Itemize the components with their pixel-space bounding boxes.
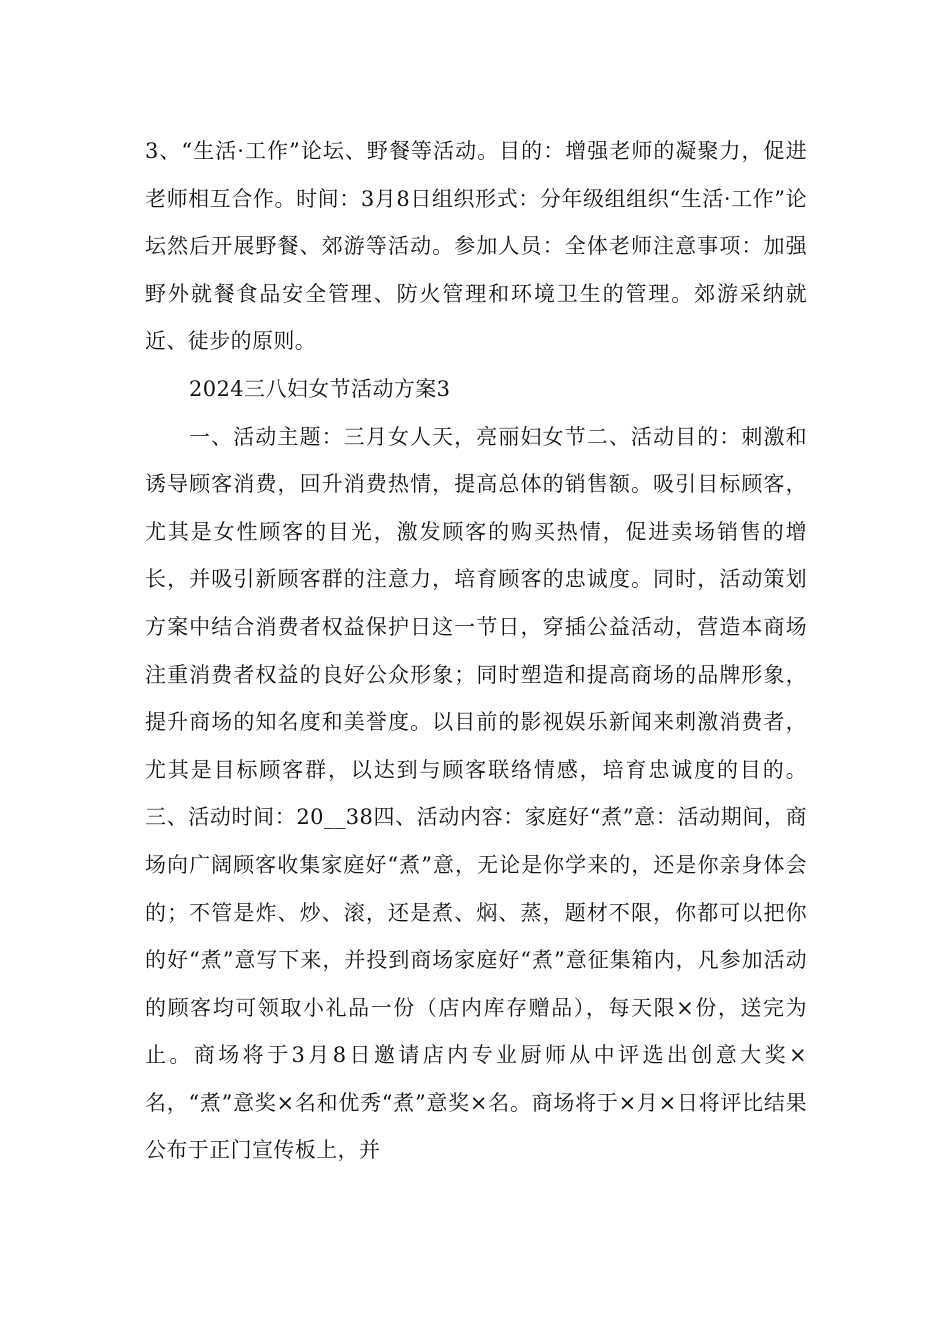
section-heading: 2024三八妇女节活动方案3: [189, 376, 451, 401]
document-body: [145, 128, 807, 1175]
paragraph-forum-activity: 3、“生活·工作”论坛、野餐等活动。目的：增强老师的凝聚力，促进老师相互合作。时间：3月8日组织形式：分年级组组织“生活·工作”论坛然后开展野餐、郊游等活动。参加人员：全体老师注意事项：加强野外就餐食品安全管理、防火管理和环境卫生的管理。郊游采纳就近、徒步的原则。: [145, 139, 807, 354]
paragraph-activity-plan: 一、活动主题：三月女人天，亮丽妇女节二、活动目的：刺激和诱导顾客消费，回升消费热情，提高总体的销售额。吸引目标顾客，尤其是女性顾客的目光，激发顾客的购买热情，促进卖场销售的增长，并吸引新顾客群的注意力，培育顾客的忠诚度。同时，活动策划方案中结合消费者权益保护日这一节日，穿插公益活动，营造本商场注重消费者权益的良好公众形象；同时塑造和提高商场的品牌形象，提升商场的知名度和美誉度。以目前的影视娱乐新闻来刺激消费者，尤其是目标顾客群，以达到与顾客联络情感，培育忠诚度的目的。三、活动时间：20__38四、活动内容：家庭好“煮”意：活动期间，商场向广阔顾客收集家庭好“煮”意，无论是你学来的，还是你亲身体会的；不管是炸、炒、滚，还是煮、焖、蒸，题材不限，你都可以把你的好“煮”意写下来，并投到商场家庭好“煮”意征集箱内，凡参加活动的顾客均可领取小礼品一份（店内库存赠品），每天限×份，送完为止。商场将于3月8日邀请店内专业厨师从中评选出创意大奖×名，“煮”意奖×名和优秀“煮”意奖×名。商场将于×月×日将评比结果公布于正门宣传板上，并: [145, 424, 807, 1163]
